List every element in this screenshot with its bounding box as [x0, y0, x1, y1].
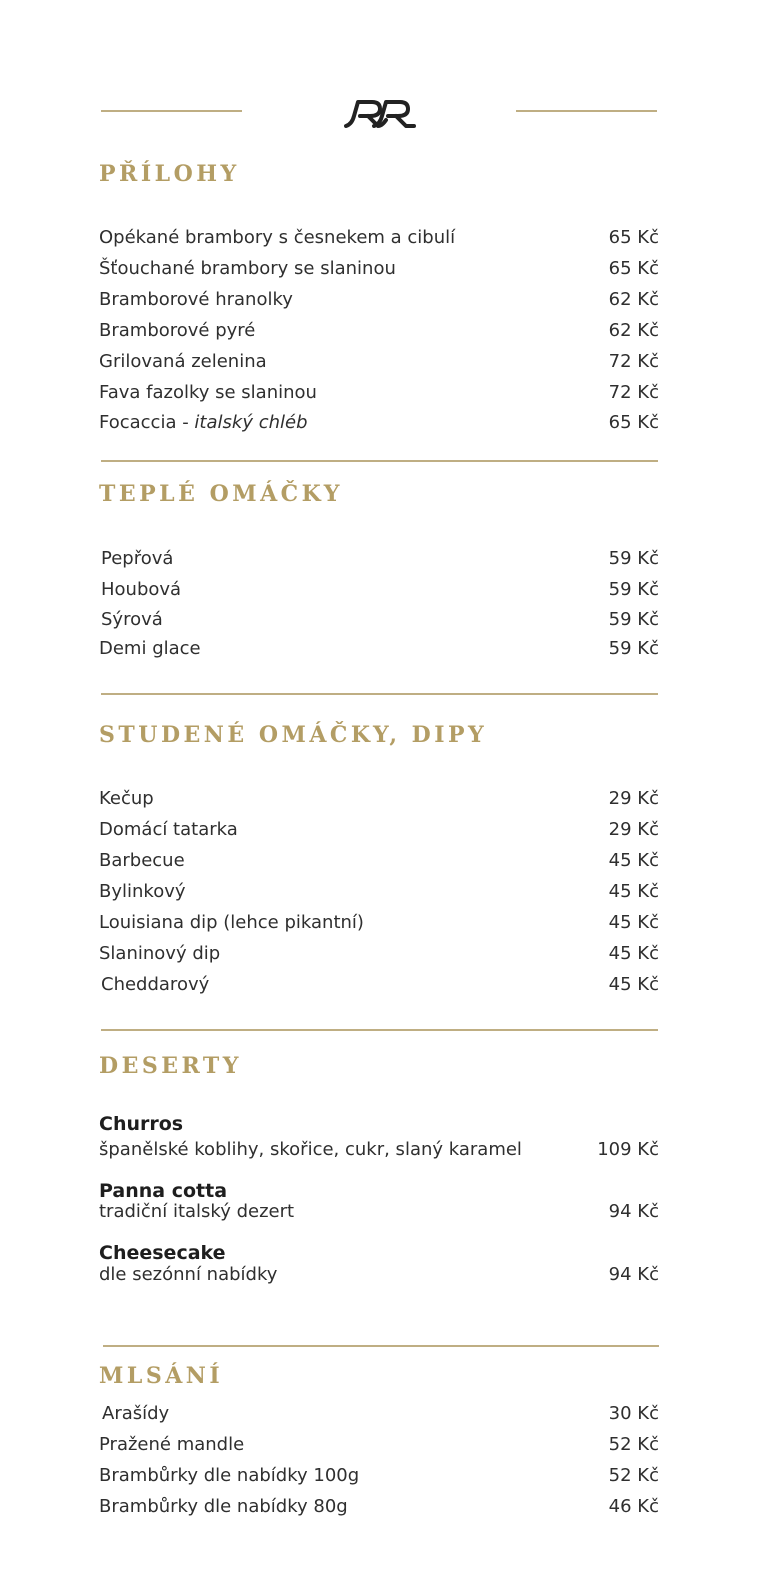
menu-item-name: Pražené mandle — [99, 1434, 245, 1455]
menu-item-price: 52 Kč — [608, 1434, 659, 1455]
menu-item-name: Šťouchané brambory se slaninou — [99, 258, 396, 279]
menu-item-name-main: Focaccia - — [99, 412, 195, 433]
menu-item-price: 94 Kč — [608, 1264, 659, 1285]
menu-item-name: Opékané brambory s česnekem a cibulí — [99, 227, 456, 248]
menu-item-price: 109 Kč — [597, 1139, 659, 1160]
menu-item-name: Arašídy — [102, 1403, 170, 1424]
menu-item-name: Brambůrky dle nabídky 100g — [99, 1465, 360, 1486]
dessert-title: Churros — [99, 1113, 184, 1135]
section-divider — [101, 460, 658, 462]
header-rule-right — [516, 110, 657, 112]
menu-item-price: 46 Kč — [608, 1496, 659, 1517]
section-heading-prilohy: PŘÍLOHY — [99, 161, 240, 187]
dessert-title: Cheesecake — [99, 1242, 226, 1264]
menu-item-name: Louisiana dip (lehce pikantní) — [99, 912, 364, 933]
menu-item-name: Fava fazolky se slaninou — [99, 382, 317, 403]
menu-item-price: 59 Kč — [608, 609, 659, 630]
menu-item-price: 59 Kč — [608, 548, 659, 569]
menu-item-name — [99, 412, 308, 433]
header-rule-left — [101, 110, 242, 112]
menu-item-name: Bramborové pyré — [99, 320, 256, 341]
menu-item-price: 65 Kč — [608, 227, 659, 248]
menu-item-price: 72 Kč — [608, 382, 659, 403]
menu-item-price: 59 Kč — [608, 579, 659, 600]
menu-item-price: 72 Kč — [608, 351, 659, 372]
menu-item-price: 65 Kč — [608, 258, 659, 279]
dessert-description: tradiční italský dezert — [99, 1201, 295, 1222]
menu-item-name: Demi glace — [99, 638, 201, 659]
menu-item-name-italic: italský chléb — [194, 412, 308, 433]
menu-item-name: Sýrová — [101, 609, 163, 630]
menu-item-name: Kečup — [99, 788, 154, 809]
dessert-description: dle sezónní nabídky — [99, 1264, 278, 1285]
section-divider — [103, 1345, 659, 1347]
menu-item-name: Slaninový dip — [99, 943, 221, 964]
menu-item-name: Cheddarový — [101, 974, 210, 995]
menu-item-price: 62 Kč — [608, 289, 659, 310]
menu-item-name: Grilovaná zelenina — [99, 351, 267, 372]
menu-item-name: Pepřová — [101, 548, 174, 569]
menu-item-price: 29 Kč — [608, 819, 659, 840]
section-heading-teple: TEPLÉ OMÁČKY — [99, 481, 343, 507]
menu-item-name: Bramborové hranolky — [99, 289, 293, 310]
menu-item-name: Houbová — [101, 579, 182, 600]
dessert-title: Panna cotta — [99, 1180, 228, 1202]
menu-item-price: 59 Kč — [608, 638, 659, 659]
menu-item-price: 94 Kč — [608, 1201, 659, 1222]
menu-item-price: 30 Kč — [608, 1403, 659, 1424]
section-divider — [101, 1029, 658, 1031]
menu-item-name: Bylinkový — [99, 881, 186, 902]
menu-item-name: Brambůrky dle nabídky 80g — [99, 1496, 348, 1517]
menu-item-price: 45 Kč — [608, 974, 659, 995]
menu-item-name: Domácí tatarka — [99, 819, 238, 840]
section-heading-mlsani: MLSÁNÍ — [99, 1363, 224, 1389]
menu-item-price: 45 Kč — [608, 943, 659, 964]
menu-item-price: 52 Kč — [608, 1465, 659, 1486]
menu-item-price: 45 Kč — [608, 850, 659, 871]
menu-item-price: 62 Kč — [608, 320, 659, 341]
section-heading-deserty: DESERTY — [99, 1053, 242, 1079]
dessert-description: španělské koblihy, skořice, cukr, slaný karamel — [99, 1139, 522, 1160]
menu-item-price: 45 Kč — [608, 912, 659, 933]
menu-item-price: 29 Kč — [608, 788, 659, 809]
section-heading-studene: STUDENÉ OMÁČKY, DIPY — [99, 722, 488, 748]
menu-item-name: Barbecue — [99, 850, 185, 871]
section-divider — [101, 693, 658, 695]
menu-item-price: 65 Kč — [608, 412, 659, 433]
rr-monogram-logo-icon — [342, 96, 418, 130]
menu-item-price: 45 Kč — [608, 881, 659, 902]
